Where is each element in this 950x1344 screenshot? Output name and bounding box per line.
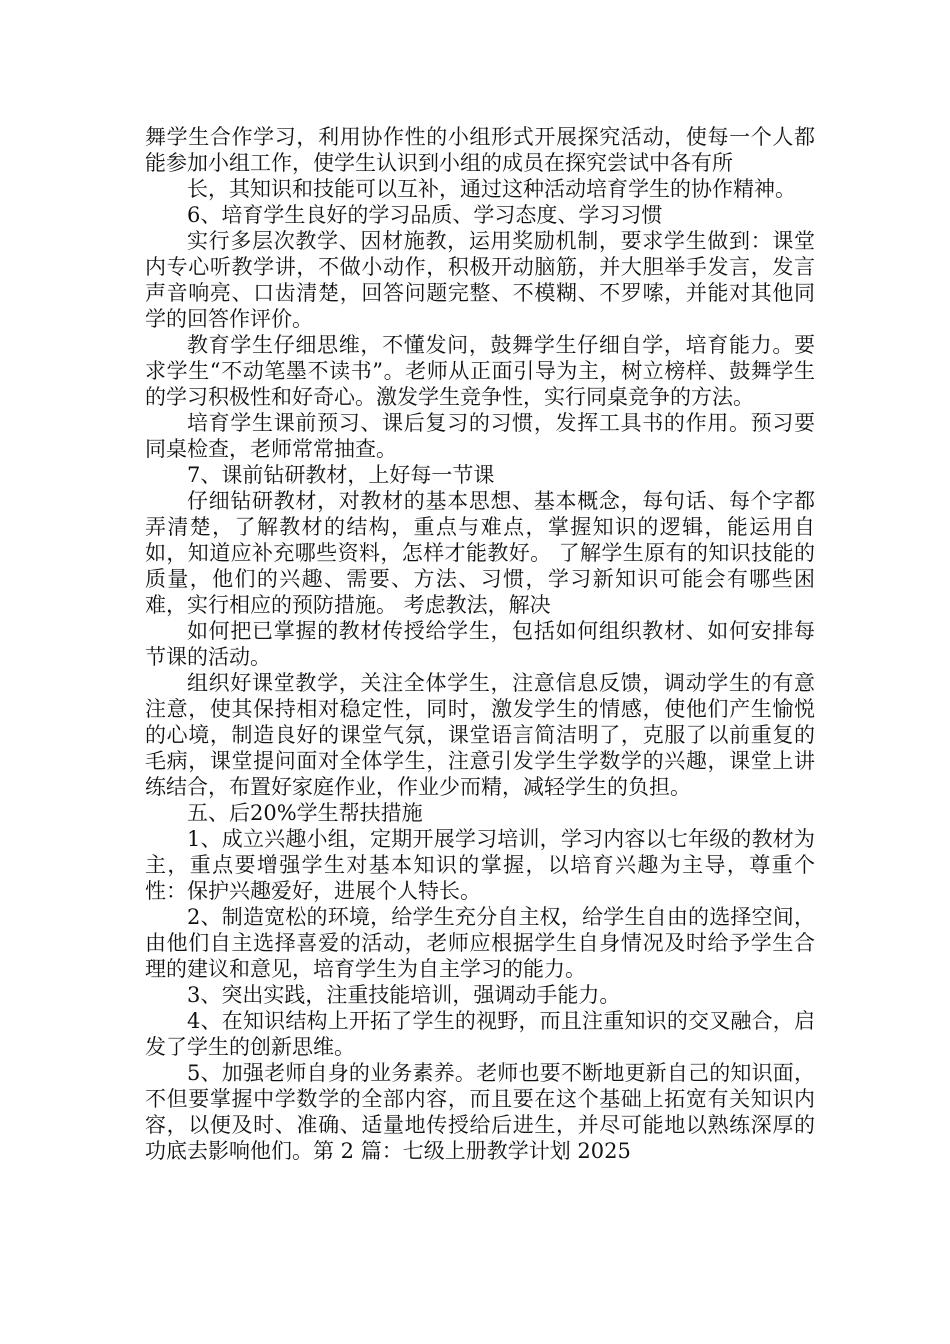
paragraph-6: 培育学生课前预习、课后复习的习惯，发挥工具书的作用。预习要同桌检查，老师常常抽查。 (145, 411, 815, 461)
list-item-2: 2、制造宽松的环境，给学生充分自主权，给学生自由的选择空间，由他们自主选择喜爱的活动，老师应根据学生自身情况及时给予学生合理的建议和意见，培育学生为自主学习的能力。 (145, 905, 815, 981)
paragraph-5: 教育学生仔细思维，不懂发问，鼓舞学生仔细自学，培育能力。要求学生“不动笔墨不读书”。老师从正面引导为主，树立榜样、鼓舞学生的学习积极性和好奇心。激发学生竞争性，实行同桌竞争的方法。 (145, 333, 815, 409)
paragraph-9: 如何把已掌握的教材传授给学生，包括如何组织教材、如何安排每节课的活动。 (145, 619, 815, 669)
paragraph-10: 组织好课堂教学，关注全体学生，注意信息反馈，调动学生的有意注意，使其保持相对稳定性，同时，激发学生的情感，使他们产生愉悦的心境，制造良好的课堂气氛，课堂语言简洁明了，克服了以前重复的毛病，课堂提问面对全体学生，注意引发学生学数学的兴趣，课堂上讲练结合，布置好家庭作业，作业少而精，减轻学生的负担。 (145, 671, 815, 799)
document-body (145, 124, 815, 1164)
list-item-4: 4、在知识结构上开拓了学生的视野，而且注重知识的交叉融合，启发了学生的创新思维。 (145, 1009, 815, 1059)
paragraph-8: 仔细钻研教材，对教材的基本思想、基本概念，每句话、每个字都弄清楚，了解教材的结构，重点与难点，掌握知识的逻辑，能运用自如，知道应补充哪些资料，怎样才能教好。 了解学生原有的知识技能的质量，他们的兴趣、需要、方法、习惯，学习新知识可能会有哪些困难，实行相应的预防措施。 考虑教法，解决 (145, 489, 815, 617)
section-heading-6: 6、培育学生良好的学习品质、学习态度、学习习惯 (187, 203, 663, 227)
list-item-5: 5、加强老师自身的业务素养。老师也要不断地更新自己的知识面，不但要掌握中学数学的全部内容，而且要在这个基础上拓宽有关知识内容，以便及时、准确、适量地传授给后进生，并尽可能地以熟练深厚的功底去影响他们。第 2 篇：七级上册教学计划 2025 (145, 1061, 815, 1163)
paragraph-4: 实行多层次教学、因材施教，运用奖励机制，要求学生做到：课堂内专心听教学讲，不做小动作，积极开动脑筋，并大胆举手发言，发言声音响亮、口齿清楚，回答问题完整、不模糊、不罗嗦，并能对其他同学的回答作评价。 (145, 229, 815, 331)
list-item-3: 3、突出实践，注重技能培训，强调动手能力。 (187, 983, 621, 1007)
paragraph-1: 舞学生合作学习，利用协作性的小组形式开展探究活动，使每一个人都能参加小组工作，使学生认识到小组的成员在探究尝试中各有所 (145, 125, 815, 175)
section-heading-7: 7、课前钻研教材，上好每一节课 (187, 463, 495, 487)
paragraph-2: 长，其知识和技能可以互补，通过这种活动培育学生的协作精神。 (187, 177, 796, 201)
section-heading-5: 五、后20%学生帮扶措施 (187, 801, 423, 825)
list-item-1: 1、成立兴趣小组，定期开展学习培训，学习内容以七年级的教材为主，重点要增强学生对基本知识的掌握，以培育兴趣为主导，尊重个性：保护兴趣爱好，进展个人特长。 (145, 827, 815, 903)
